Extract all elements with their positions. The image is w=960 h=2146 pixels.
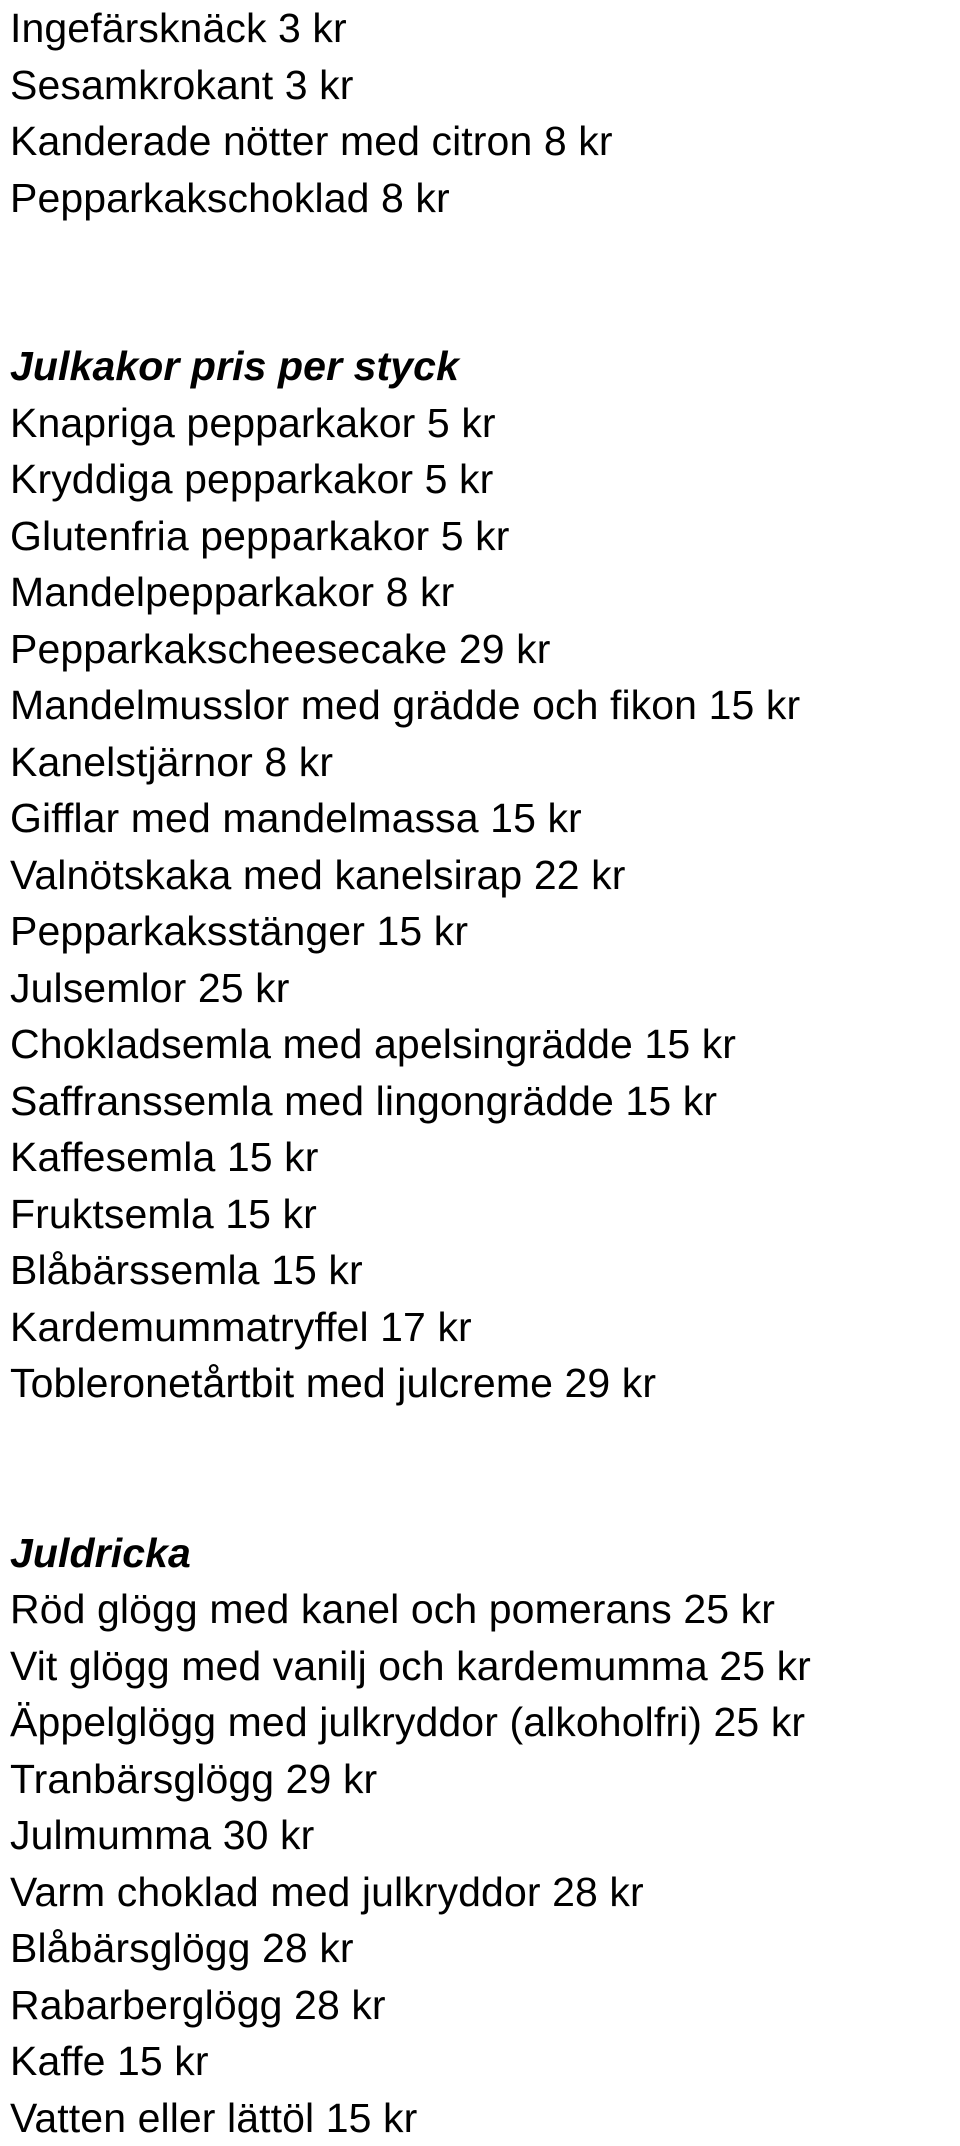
list-item: Mandelpepparkakor 8 kr — [10, 564, 950, 621]
list-item: Saffranssemla med lingongrädde 15 kr — [10, 1073, 950, 1130]
julkakor-heading: Julkakor pris per styck — [10, 338, 950, 395]
julkakor-section — [10, 338, 950, 1412]
list-item: Valnötskaka med kanelsirap 22 kr — [10, 847, 950, 904]
list-item: Kanderade nötter med citron 8 kr — [10, 113, 950, 170]
list-item: Rabarberglögg 28 kr — [10, 1977, 950, 2034]
list-item: Julmumma 30 kr — [10, 1807, 950, 1864]
list-item: Kaffe 15 kr — [10, 2033, 950, 2090]
list-item: Tobleronetårtbit med julcreme 29 kr — [10, 1355, 950, 1412]
list-item: Ingefärsknäck 3 kr — [10, 0, 950, 57]
list-item: Kaffesemla 15 kr — [10, 1129, 950, 1186]
list-item: Glutenfria pepparkakor 5 kr — [10, 508, 950, 565]
list-item: Pepparkaksstänger 15 kr — [10, 903, 950, 960]
list-item: Blåbärsglögg 28 kr — [10, 1920, 950, 1977]
list-item: Fruktsemla 15 kr — [10, 1186, 950, 1243]
list-item: Julsemlor 25 kr — [10, 960, 950, 1017]
list-item: Vit glögg med vanilj och kardemumma 25 kr — [10, 1638, 950, 1695]
list-item: Kardemummatryffel 17 kr — [10, 1299, 950, 1356]
list-item: Blåbärssemla 15 kr — [10, 1242, 950, 1299]
list-item: Pepparkakscheesecake 29 kr — [10, 621, 950, 678]
list-item: Tranbärsglögg 29 kr — [10, 1751, 950, 1808]
section-spacer — [10, 1412, 950, 1525]
list-item: Mandelmusslor med grädde och fikon 15 kr — [10, 677, 950, 734]
list-item: Gifflar med mandelmassa 15 kr — [10, 790, 950, 847]
list-item: Kryddiga pepparkakor 5 kr — [10, 451, 950, 508]
list-item: Knapriga pepparkakor 5 kr — [10, 395, 950, 452]
list-item: Varm choklad med julkryddor 28 kr — [10, 1864, 950, 1921]
list-item: Äppelglögg med julkryddor (alkoholfri) 25 kr — [10, 1694, 950, 1751]
list-item: Vatten eller lättöl 15 kr — [10, 2090, 950, 2146]
list-item: Chokladsemla med apelsingrädde 15 kr — [10, 1016, 950, 1073]
list-item: Sesamkrokant 3 kr — [10, 57, 950, 114]
juldricka-section — [10, 1525, 950, 2146]
juldricka-heading: Juldricka — [10, 1525, 950, 1582]
list-item: Röd glögg med kanel och pomerans 25 kr — [10, 1581, 950, 1638]
list-item: Kanelstjärnor 8 kr — [10, 734, 950, 791]
intro-list — [10, 0, 950, 226]
section-spacer — [10, 226, 950, 338]
price-list — [10, 0, 950, 2146]
list-item: Pepparkakschoklad 8 kr — [10, 170, 950, 227]
